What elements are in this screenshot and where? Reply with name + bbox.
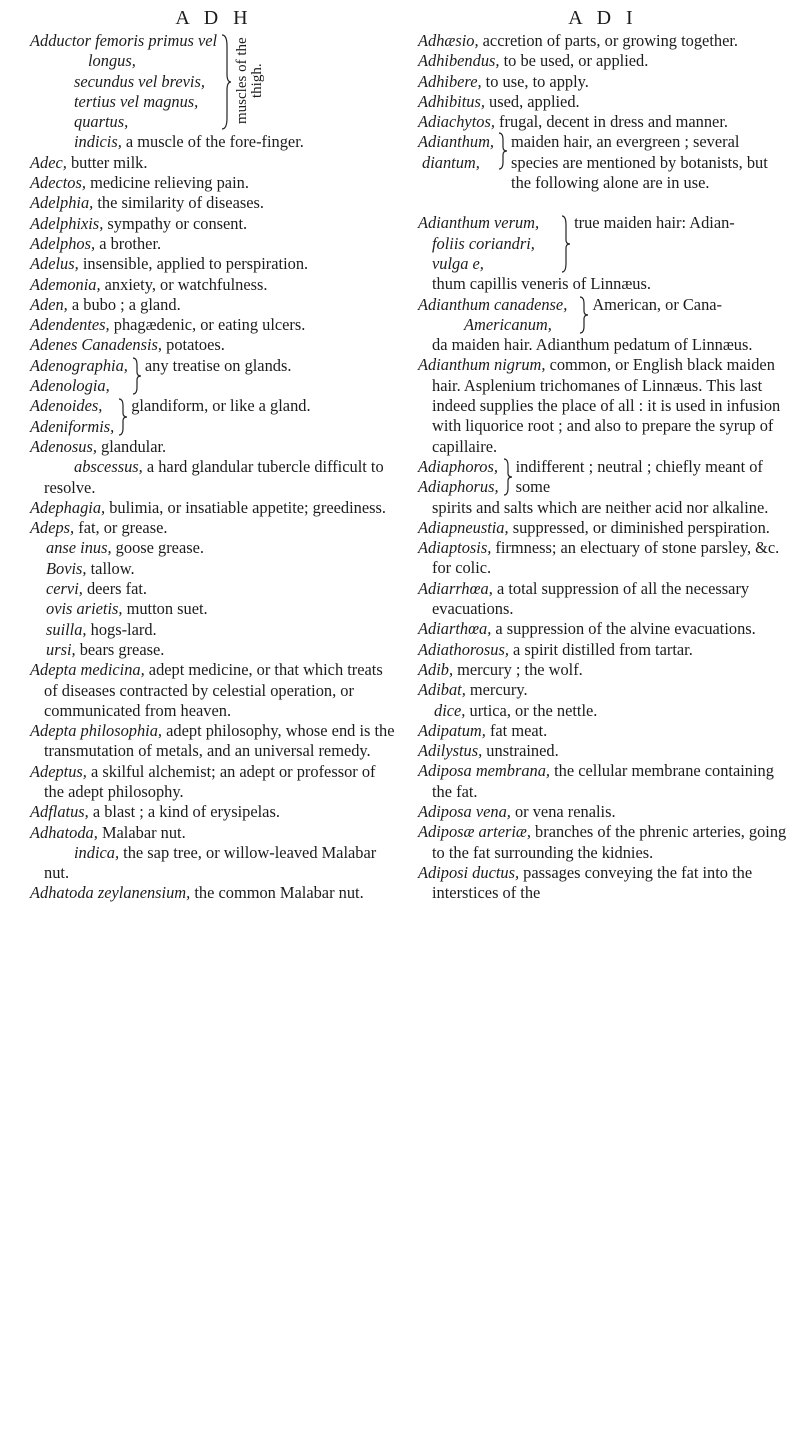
brace-icon <box>128 356 145 397</box>
adductor-name-1: longus, <box>88 51 136 71</box>
entry-adephagia: Adephagia, bulimia, or insatiable appetite; greediness. <box>30 497 386 517</box>
entry-adiposa-membrana: Adiposa membrana, the cellular membrane containing the fat. <box>418 761 774 801</box>
entry-indica: indica, the sap tree, or willow-leaved Malabar nut. <box>44 842 377 883</box>
entry-adflatus: Adflatus, a blast ; a kind of erysipelas. <box>30 802 280 822</box>
adianthum-group <box>418 132 788 193</box>
entry-ademonia: Ademonia, anxiety, or watchfulness. <box>30 274 268 294</box>
entry-adhibere: Adhibere, to use, to apply. <box>418 71 589 91</box>
adductor-name-0: Adductor femoris primus vel <box>30 31 218 50</box>
adenographia-group <box>30 356 398 397</box>
entry-adelphos: Adelphos, a brother. <box>30 233 162 253</box>
adianthum-name: Adianthum, <box>418 132 495 152</box>
adenographia-def: any treatise on glands. <box>144 355 292 375</box>
left-column <box>30 0 398 904</box>
americanum-name: Americanum, <box>464 314 552 334</box>
entry-ursi: ursi, bears grease. <box>46 639 165 659</box>
adianthum-canadense-group <box>418 295 788 336</box>
entry-adepta-medicina: Adepta medicina, adept medicine, or that which treats of diseases contracted by celestial operation, or communicated from heaven. <box>30 660 383 720</box>
adianthum-verum-name: Adianthum verum, <box>418 213 540 233</box>
entry-adiathorosus: Adiathorosus, a spirit distilled from tartar. <box>418 639 693 659</box>
entry-adenes-canadensis: Adenes Canadensis, potatoes. <box>30 335 225 355</box>
adianthum-verum-def: true maiden hair: Adian- <box>574 213 735 233</box>
adianthum-verum-group <box>418 213 788 274</box>
adiaphoros-tail: spirits and salts which are neither acid nor alkaline. <box>432 497 769 517</box>
entry-adhaesio: Adhæsio, accretion of parts, or growing together. <box>418 31 738 50</box>
entry-adiposae-arteriae: Adiposæ arteriæ, branches of the phrenic arteries, going to the fat surrounding the kidnies. <box>418 822 787 862</box>
adductor-name-4: quartus, <box>74 112 129 132</box>
entry-adiposa-vena: Adiposa vena, or vena renalis. <box>418 801 616 821</box>
diantum-name: diantum, <box>422 152 480 172</box>
adianthum-canadense-def: American, or Cana- <box>592 294 723 314</box>
entry-suilla: suilla, hogs-lard. <box>46 619 157 639</box>
vulgare-name: vulga e, <box>432 253 484 273</box>
adenoides-name: Adenoides, <box>30 396 103 416</box>
entry-adenosus: Adenosus, glandular. <box>30 436 167 456</box>
entry-adianthum-nigrum: Adianthum nigrum, common, or English black maiden hair. Asplenium trichomanes of Linnæus. This last indeed supplies the place of all : it is used in infusion with liquorice root ; and also to prepare the syrup of capillaire. <box>418 355 781 456</box>
entry-adiachytos: Adiachytos, frugal, decent in dress and manner. <box>418 112 728 132</box>
adductor-name-2: secundus vel brevis, <box>74 71 205 91</box>
adianthum-def: maiden hair, an evergreen ; several species are mentioned by botanists, but the following alone are in use. <box>511 132 768 193</box>
adductor-tail: indicis, a muscle of the fore-finger. <box>74 132 304 152</box>
adiaphorus-name: Adiaphorus, <box>418 477 499 497</box>
entry-anse-inus: anse inus, goose grease. <box>46 538 204 558</box>
adiaphoros-name: Adiaphoros, <box>418 456 498 476</box>
entry-adib: Adib, mercury ; the wolf. <box>418 659 583 679</box>
brace-icon <box>499 457 516 498</box>
entry-adelphixis: Adelphixis, sympathy or consent. <box>30 213 248 233</box>
entry-adiarrhoea: Adiarrhœa, a total suppression of all the necessary evacuations. <box>418 578 750 619</box>
entry-adectos: Adectos, medicine relieving pain. <box>30 173 249 193</box>
adenoides-def: glandiform, or like a gland. <box>131 396 311 416</box>
entry-adhatoda-zeylanensium: Adhatoda zeylanensium, the common Malabar nut. <box>30 883 364 903</box>
entry-cervi: cervi, deers fat. <box>46 579 148 599</box>
adductor-group <box>30 31 398 132</box>
adeniformis-name: Adeniformis, <box>30 416 115 436</box>
entry-ovis-arietis: ovis arietis, mutton suet. <box>46 599 208 619</box>
entry-adipatum: Adipatum, fat meat. <box>418 720 548 740</box>
entry-dice: dice, urtica, or the nettle. <box>434 700 598 720</box>
entry-adendentes: Adendentes, phagædenic, or eating ulcers. <box>30 315 306 335</box>
adenographia-name: Adenographia, <box>30 355 128 375</box>
entry-adec: Adec, butter milk. <box>30 152 148 172</box>
adductor-brace <box>217 31 235 132</box>
entry-adilystus: Adilystus, unstrained. <box>418 741 559 761</box>
adductor-side-label: muscles of the thigh. <box>234 37 266 125</box>
adianthum-verum-tail: thum capillis veneris of Linnæus. <box>432 274 651 294</box>
adenologia-name: Adenologia, <box>30 376 110 396</box>
entry-adeps: Adeps, fat, or grease. <box>30 518 168 538</box>
brace-icon <box>567 295 592 336</box>
foliis-coriandri-name: foliis coriandri, <box>432 233 535 253</box>
adianthum-canadense-name: Adianthum canadense, <box>418 294 568 314</box>
entry-abscessus: abscessus, a hard glandular tubercle difficult to resolve. <box>44 457 384 497</box>
adianthum-canadense-tail: da maiden hair. Adianthum pedatum of Linnæus. <box>432 335 753 355</box>
adiaphoros-group <box>418 457 788 498</box>
brace-icon <box>114 396 131 437</box>
entry-adhibendus: Adhibendus, to be used, or applied. <box>418 51 649 71</box>
entry-adibat: Adibat, mercury. <box>418 680 528 700</box>
entry-adelphia: Adelphia, the similarity of diseases. <box>30 193 264 213</box>
adenoides-group <box>30 396 398 437</box>
brace-icon <box>494 132 511 193</box>
right-column <box>418 0 788 903</box>
entry-adepta-philosophia: Adepta philosophia, adept philosophy, whose end is the transmutation of metals, and an universal remedy. <box>30 721 395 761</box>
entry-adhatoda: Adhatoda, Malabar nut. <box>30 822 186 842</box>
entry-adelus: Adelus, insensible, applied to perspiration. <box>30 254 309 274</box>
entry-adiaptosis: Adiaptosis, firmness; an electuary of stone parsley, &c. for colic. <box>418 538 780 578</box>
entry-adiposi-ductus: Adiposi ductus, passages conveying the fat into the interstices of the <box>418 862 753 903</box>
right-running-head: A D I <box>568 7 638 29</box>
entry-adeptus: Adeptus, a skilful alchemist; an adept or professor of the adept philosophy. <box>30 761 376 801</box>
adductor-name-3: tertius vel magnus, <box>74 91 199 111</box>
entry-aden: Aden, a bubo ; a gland. <box>30 294 181 314</box>
brace-icon <box>539 213 574 274</box>
left-running-head: A D H <box>175 7 253 29</box>
entry-adiapneustia: Adiapneustia, suppressed, or diminished perspiration. <box>418 517 770 537</box>
entry-adhibitus: Adhibitus, used, applied. <box>418 91 580 111</box>
entry-adiarthoea: Adiarthœa, a suppression of the alvine evacuations. <box>418 619 756 639</box>
adiaphoros-def: indifferent ; neutral ; chiefly meant of some <box>515 456 763 497</box>
entry-bovis: Bovis, tallow. <box>46 558 135 578</box>
